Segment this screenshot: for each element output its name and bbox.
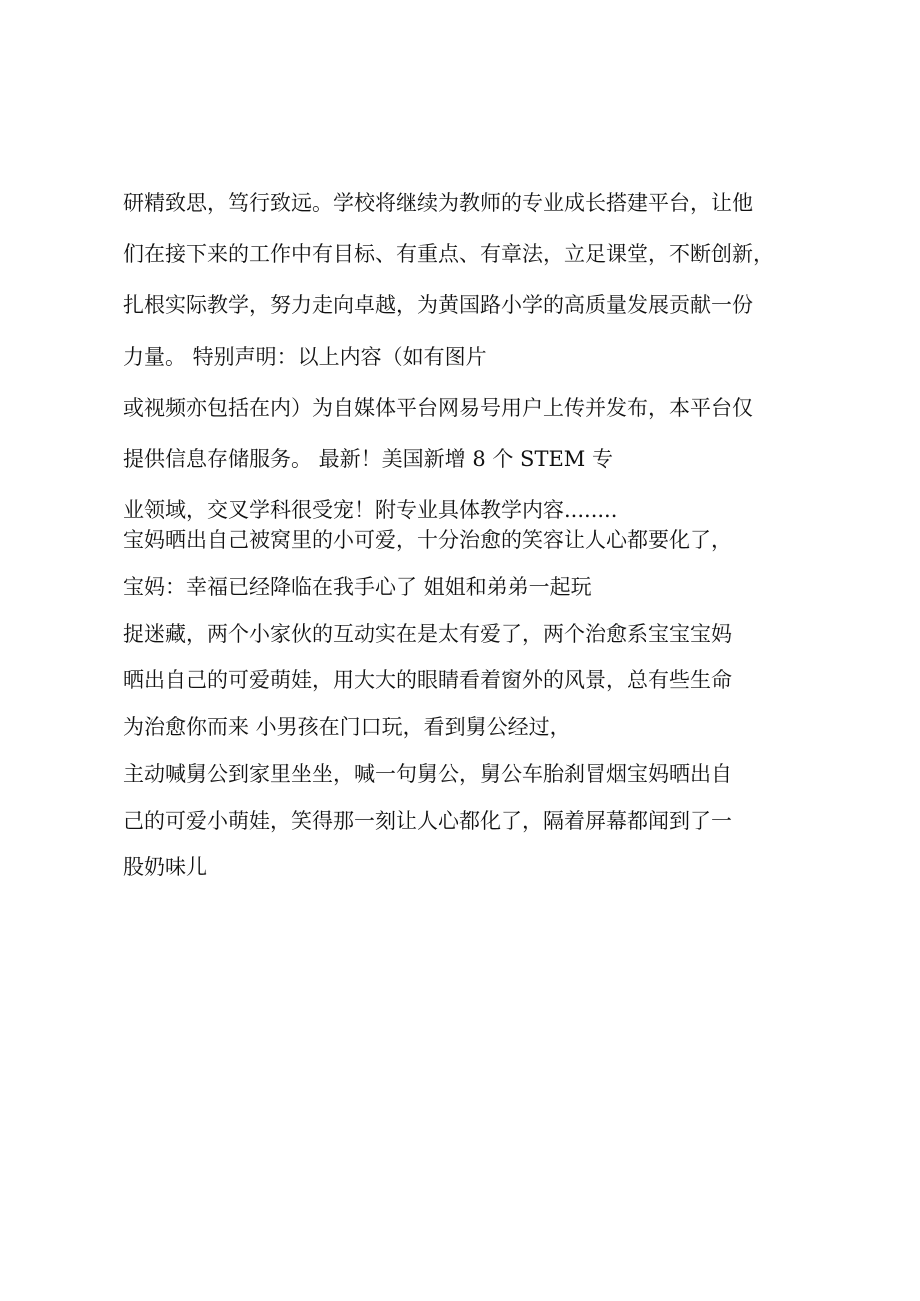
text-line: 或视频亦包括在内）为自媒体平台网易号用户上传并发布，本平台仅: [123, 396, 753, 420]
text-line: 主动喊舅公到家里坐坐，喊一句舅公，舅公车胎刹冒烟宝妈晒出自: [123, 762, 732, 786]
text-line: 业领域，交叉学科很受宠！附专业具体教学内容........: [123, 498, 618, 522]
text-line: 们在接下来的工作中有目标、有重点、有章法，立足课堂，不断创新，: [123, 242, 774, 266]
text-line: 捉迷藏，两个小家伙的互动实在是太有爱了，两个治愈系宝宝宝妈: [123, 622, 732, 646]
text-line: 宝妈晒出自己被窝里的小可爱，十分治愈的笑容让人心都要化了，: [123, 528, 732, 552]
text-line: 研精致思，笃行致远。学校将继续为教师的专业成长搭建平台，让他: [123, 191, 753, 215]
text-line: 己的可爱小萌娃，笑得那一刻让人心都化了，隔着屏幕都闻到了一: [123, 809, 732, 833]
text-line: 晒出自己的可爱萌娃，用大大的眼睛看着窗外的风景，总有些生命: [123, 668, 732, 692]
text-line: 力量。 特别声明：以上内容（如有图片: [123, 345, 487, 369]
text-line: 为治愈你而来 小男孩在门口玩，看到舅公经过，: [123, 715, 571, 739]
text-line: 宝妈：幸福已经降临在我手心了 姐姐和弟弟一起玩: [123, 575, 592, 599]
text-line: 扎根实际教学，努力走向卓越，为黄国路小学的高质量发展贡献一份: [123, 293, 753, 317]
text-line: 股奶味儿: [123, 855, 207, 879]
text-line: 提供信息存储服务。 最新！美国新增 8 个 STEM 专: [123, 447, 613, 471]
